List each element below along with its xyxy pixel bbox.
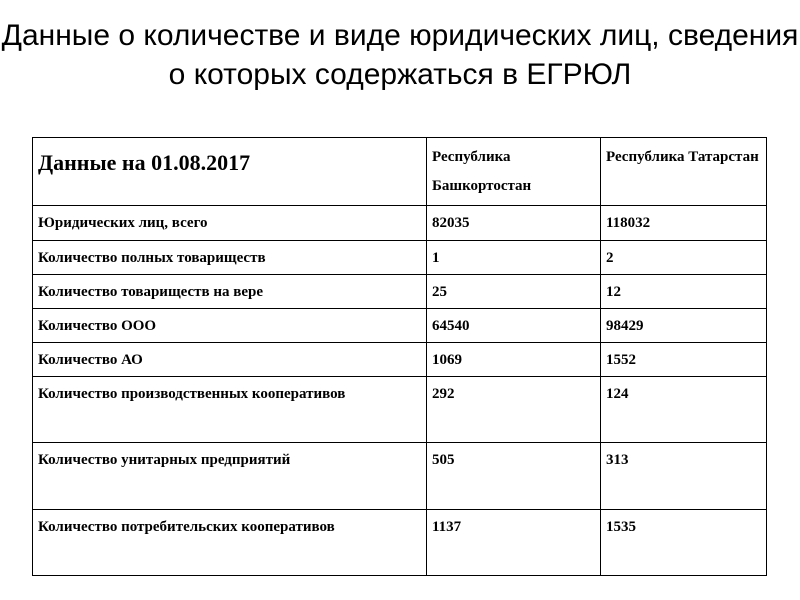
tatarstan-value: 12 [601,275,767,309]
row-label: Количество потребительских кооперативов [33,510,427,576]
legal-entities-table [32,137,767,576]
bashkortostan-value: 1137 [427,510,601,576]
table-header-row [33,138,767,206]
row-label: Юридических лиц, всего [33,206,427,241]
table-row [33,309,767,343]
slide-title: Данные о количестве и виде юридических лиц, сведения о которых содержаться в ЕГРЮЛ [1,19,799,91]
tatarstan-value: 1535 [601,510,767,576]
table-row [33,275,767,309]
table-row [33,343,767,377]
row-label: Количество товариществ на вере [33,275,427,309]
row-label: Количество АО [33,343,427,377]
table-row [33,206,767,241]
row-label: Количество унитарных предприятий [33,443,427,510]
bashkortostan-value: 505 [427,443,601,510]
bashkortostan-value: 1 [427,241,601,275]
table-row [33,443,767,510]
bashkortostan-value: 292 [427,377,601,443]
tatarstan-value: 2 [601,241,767,275]
table-row [33,510,767,576]
bashkortostan-value: 82035 [427,206,601,241]
tatarstan-value: 313 [601,443,767,510]
table-row [33,241,767,275]
header-bashkortostan-cell: Республика Башкортостан [427,138,601,206]
row-label: Количество полных товариществ [33,241,427,275]
header-date-cell: Данные на 01.08.2017 [33,138,427,206]
tatarstan-value: 124 [601,377,767,443]
tatarstan-value: 118032 [601,206,767,241]
tatarstan-value: 98429 [601,309,767,343]
bashkortostan-value: 64540 [427,309,601,343]
tatarstan-value: 1552 [601,343,767,377]
row-label: Количество производственных кооперативов [33,377,427,443]
bashkortostan-value: 1069 [427,343,601,377]
header-tatarstan-cell: Республика Татарстан [601,138,767,206]
row-label: Количество ООО [33,309,427,343]
bashkortostan-value: 25 [427,275,601,309]
table-row [33,377,767,443]
